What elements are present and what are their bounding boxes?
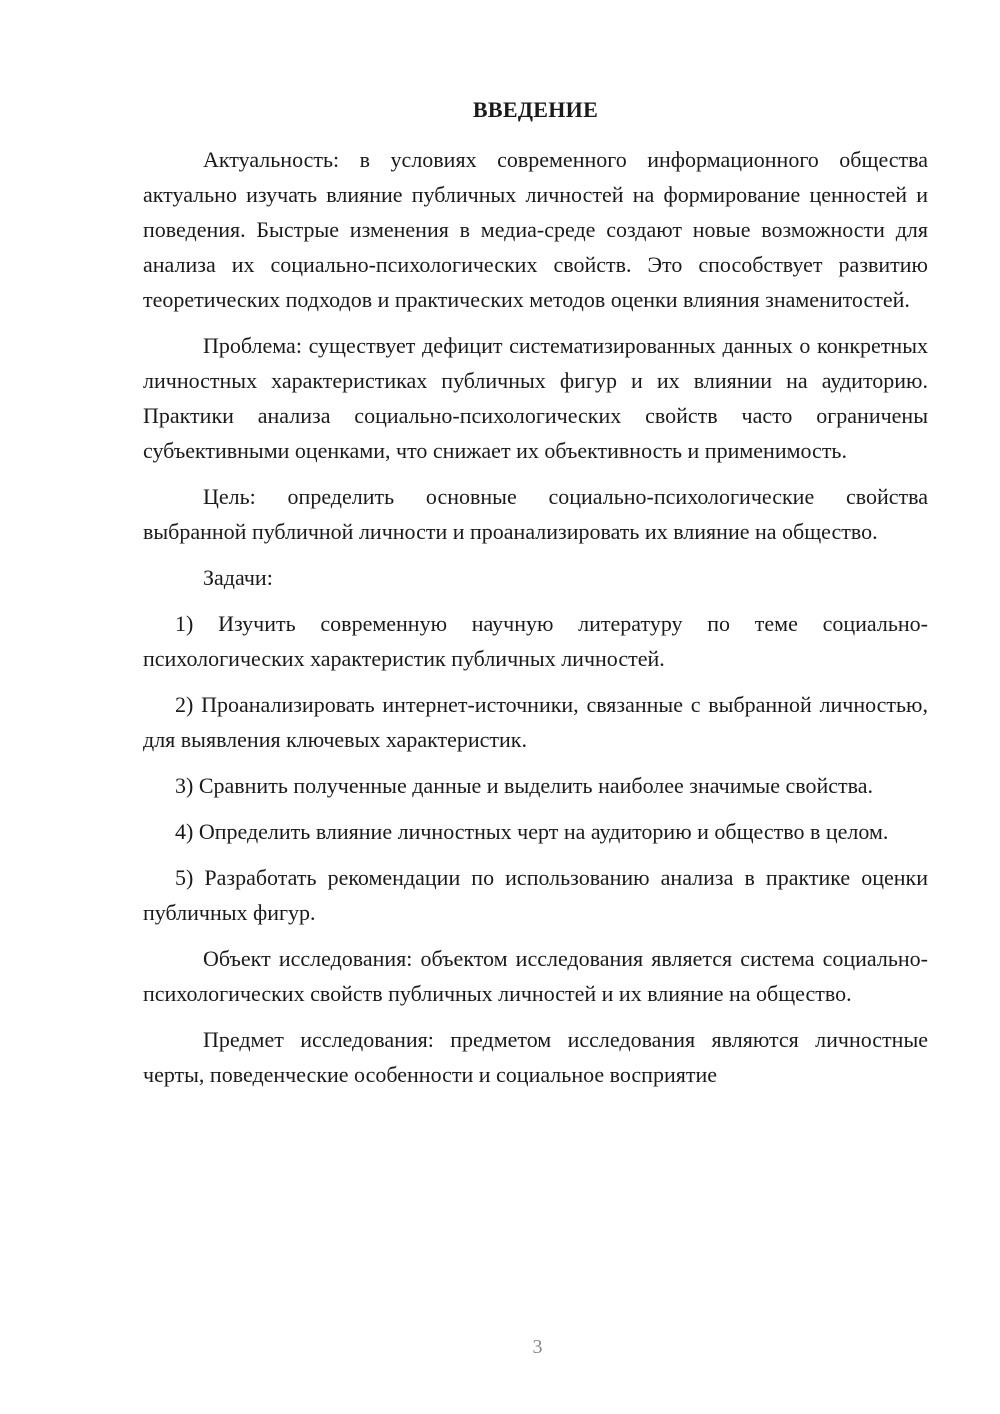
- goal-paragraph: Цель: определить основные социально-психологические свойства выбранной публичной личности и проанализировать их влияние на общество.: [143, 484, 928, 544]
- tasks-heading: Задачи:: [203, 565, 273, 590]
- section-title: ВВЕДЕНИЕ: [472, 97, 599, 122]
- problem-paragraph: Проблема: существует дефицит систематизированных данных о конкретных личностных характеристиках публичных фигур и их влиянии на аудиторию. Практики анализа социально-психологических свойств часто ограничены субъективными оценками, что снижает их объективность и применимость.: [143, 333, 928, 463]
- document-page: [143, 92, 928, 1092]
- page-number: 3: [532, 1336, 543, 1358]
- task-item-1: 1) Изучить современную научную литературу по теме социально-психологических характеристик публичных личностей.: [143, 611, 928, 671]
- relevance-paragraph: Актуальность: в условиях современного информационного общества актуально изучать влияние публичных личностей на формирование ценностей и поведения. Быстрые изменения в медиа-среде создают новые возможности для анализа их социально-психологических свойств. Это способствует развитию теоретических подходов и практических методов оценки влияния знаменитостей.: [143, 147, 928, 312]
- object-paragraph: Объект исследования: объектом исследования является система социально-психологических свойств публичных личностей и их влияние на общество.: [143, 946, 928, 1006]
- subject-paragraph: Предмет исследования: предметом исследования являются личностные черты, поведенческие особенности и социальное восприятие: [143, 1027, 928, 1087]
- task-item-3: 3) Сравнить полученные данные и выделить наиболее значимые свойства.: [175, 773, 873, 798]
- task-item-5: 5) Разработать рекомендации по использованию анализа в практике оценки публичных фигур.: [143, 865, 928, 925]
- task-item-2: 2) Проанализировать интернет-источники, связанные с выбранной личностью, для выявления ключевых характеристик.: [143, 692, 928, 752]
- task-item-4: 4) Определить влияние личностных черт на аудиторию и общество в целом.: [175, 819, 889, 844]
